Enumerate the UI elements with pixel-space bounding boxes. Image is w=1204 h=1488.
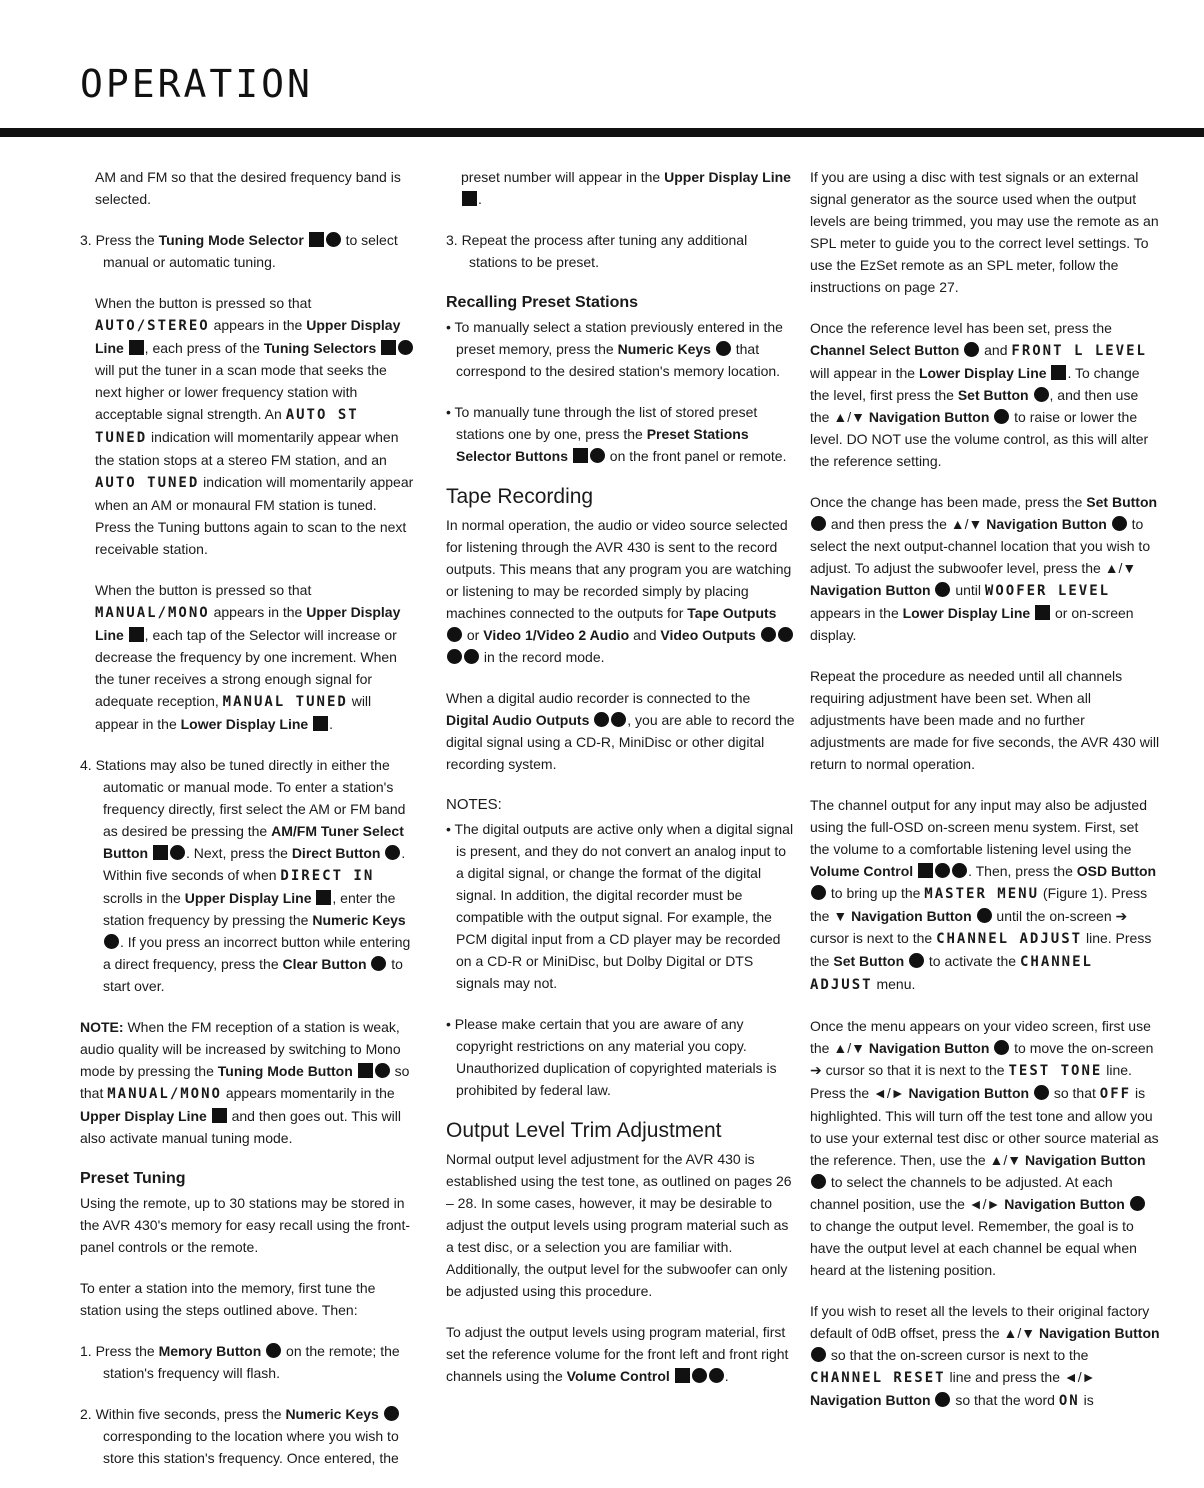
callout-circle-icon bbox=[447, 627, 462, 642]
step-3: 3. Repeat the process after tuning any additional stations to be preset. bbox=[446, 232, 748, 270]
callout-circle-icon bbox=[266, 1343, 281, 1358]
callout-circle-icon bbox=[811, 516, 826, 531]
note: NOTE: When the FM reception of a station is weak, audio quality will be increased by switching to Mono mode by pressing the Tuning Mode Button so that MANUAL/MONO appears momentarily in the Upper Display Line and then goes out. This will also activate manual tuning mode. bbox=[80, 1019, 410, 1146]
paragraph: AM and FM so that the desired frequency band is selected. bbox=[95, 169, 401, 207]
callout-square-icon bbox=[462, 191, 477, 206]
callout-circle-icon bbox=[811, 1174, 826, 1189]
callout-circle-icon bbox=[994, 409, 1009, 424]
page-title: OPERATION bbox=[80, 62, 313, 106]
callout-square-icon bbox=[381, 340, 396, 355]
callout-square-icon bbox=[573, 448, 588, 463]
callout-circle-icon bbox=[385, 845, 400, 860]
callout-square-icon bbox=[1051, 365, 1066, 380]
column-3 bbox=[810, 166, 1160, 1431]
callout-circle-icon bbox=[384, 1406, 399, 1421]
column-1 bbox=[80, 166, 415, 1488]
paragraph: preset number will appear in the Upper Display Line . bbox=[461, 169, 791, 207]
paragraph: In normal operation, the audio or video source selected for listening through the AVR 430 is sent to the record outputs. This means that any program you are watching or listening to may be recorded simply by placing machines connected to the outputs for Tape Outputs or Video 1/Video 2 Audio and Video Outputs in the record mode. bbox=[446, 517, 792, 665]
section-heading: Tape Recording bbox=[446, 485, 594, 508]
paragraph: The channel output for any input may also be adjusted using the full-OSD on-screen menu system. First, set the volume to a comfortable listening level using the Volume Control . Then, press the OSD Button to bring up the MASTER MENU (Figure 1). Press the ▼ Navigation Button until the on-screen ➔ cursor is next to the CHANNEL ADJUST line. Press the Set Button to activate the CHANNEL ADJUST menu. bbox=[810, 797, 1157, 993]
callout-square-icon bbox=[358, 1063, 373, 1078]
callout-circle-icon bbox=[994, 1040, 1009, 1055]
callout-circle-icon bbox=[692, 1368, 707, 1383]
section-heading: Output Level Trim Adjustment bbox=[446, 1119, 722, 1142]
step-1: 1. Press the Memory Button on the remote; the station's frequency will flash. bbox=[80, 1343, 400, 1381]
notes-label: NOTES: bbox=[446, 796, 502, 813]
callout-circle-icon bbox=[104, 934, 119, 949]
callout-square-icon bbox=[129, 340, 144, 355]
callout-circle-icon bbox=[935, 863, 950, 878]
step-4: 4. Stations may also be tuned directly in either the automatic or manual mode. To enter a station's frequency directly, first select the AM or FM band as desired be pressing the AM/FM Tuner Select Button . Next, press the Direct Button . Within five seconds of when DIRECT IN scrolls in the Upper Display Line , enter the station frequency by pressing the Numeric Keys . If you press an incorrect button while entering a direct frequency, press the Clear Button to start over. bbox=[80, 757, 411, 994]
bullet: • To manually tune through the list of stored preset stations one by one, press the Preset Stations Selector Buttons on the front panel or remote. bbox=[446, 404, 787, 464]
callout-circle-icon bbox=[811, 1347, 826, 1362]
section-heading: Recalling Preset Stations bbox=[446, 294, 639, 311]
callout-circle-icon bbox=[447, 649, 462, 664]
paragraph: To enter a station into the memory, first tune the station using the steps outlined above. Then: bbox=[80, 1280, 376, 1318]
callout-circle-icon bbox=[1130, 1196, 1145, 1211]
callout-square-icon bbox=[675, 1368, 690, 1383]
callout-circle-icon bbox=[611, 712, 626, 727]
column-2 bbox=[446, 166, 796, 1406]
callout-circle-icon bbox=[716, 341, 731, 356]
callout-circle-icon bbox=[326, 232, 341, 247]
paragraph: When a digital audio recorder is connected to the Digital Audio Outputs , you are able to record the digital signal using a CD-R, MiniDisc or other digital recording system. bbox=[446, 690, 795, 772]
callout-square-icon bbox=[129, 627, 144, 642]
callout-circle-icon bbox=[464, 649, 479, 664]
paragraph: Normal output level adjustment for the AVR 430 is established using the test tone, as outlined on pages 26 – 28. In some cases, however, it may be desirable to adjust the output levels using program material such as a test disc, or a selection you are familiar with. Additionally, the output level for the subwoofer can only be adjusted using this procedure. bbox=[446, 1151, 792, 1299]
callout-circle-icon bbox=[709, 1368, 724, 1383]
step-2: 2. Within five seconds, press the Numeric Keys corresponding to the location where you wish to store this station's frequency. Once entered, the bbox=[80, 1406, 399, 1466]
callout-circle-icon bbox=[170, 845, 185, 860]
callout-square-icon bbox=[153, 845, 168, 860]
paragraph: If you are using a disc with test signals or an external signal generator as the source used when the output levels are being trimmed, you may use the remote as an SPL meter to guide you to the correct level settings. To use the EzSet remote as an SPL meter, follow the instructions on page 27. bbox=[810, 169, 1159, 295]
callout-square-icon bbox=[313, 716, 328, 731]
callout-circle-icon bbox=[778, 627, 793, 642]
callout-square-icon bbox=[309, 232, 324, 247]
callout-circle-icon bbox=[952, 863, 967, 878]
callout-square-icon bbox=[918, 863, 933, 878]
callout-circle-icon bbox=[909, 953, 924, 968]
callout-circle-icon bbox=[371, 956, 386, 971]
callout-circle-icon bbox=[1112, 516, 1127, 531]
section-heading: Preset Tuning bbox=[80, 1170, 186, 1187]
callout-square-icon bbox=[316, 890, 331, 905]
paragraph: Using the remote, up to 30 stations may be stored in the AVR 430's memory for easy recall using the front-panel controls or the remote. bbox=[80, 1195, 411, 1255]
paragraph: Once the menu appears on your video screen, first use the ▲/▼ Navigation Button to move the on-screen ➔ cursor so that it is next to the TEST TONE line. Press the ◄/► Navigation Button so that OFF is highlighted. This will turn off the test tone and allow you to use your external test disc or other source material as the reference. Then, use the ▲/▼ Navigation Button to select the channels to be adjusted. At each channel position, use the ◄/► Navigation Button to change the output level. Remember, the goal is to have the output level at each channel be equal when heard at the listening position. bbox=[810, 1018, 1159, 1278]
bullet: • Please make certain that you are aware of any copyright restrictions on any material you copy. Unauthorized duplication of copyrighted materials is prohibited by federal law. bbox=[446, 1016, 777, 1098]
callout-square-icon bbox=[1035, 605, 1050, 620]
step-3: 3. Press the Tuning Mode Selector to select manual or automatic tuning. bbox=[80, 232, 398, 270]
paragraph: To adjust the output levels using program material, first set the reference volume for the front left and front right channels using the Volume Control . bbox=[446, 1324, 789, 1384]
paragraph: If you wish to reset all the levels to their original factory default of 0dB offset, press the ▲/▼ Navigation Button so that the on-screen cursor is next to the CHANNEL RESET line and press the ◄/► Navigation Button so that the word ON is bbox=[810, 1303, 1160, 1409]
paragraph: When the button is pressed so that AUTO/STEREO appears in the Upper Display Line , each press of the Tuning Selectors will put the tuner in a scan mode that seeks the next higher or lower frequency station with acceptable signal strength. An AUTO ST TUNED indication will momentarily appear when the station stops at a stereo FM station, and an AUTO TUNED indication will momentarily appear when an AM or monaural FM station is tuned. Press the Tuning buttons again to scan to the next receivable station. bbox=[95, 295, 414, 557]
paragraph: Repeat the procedure as needed until all channels requiring adjustment have been set. When all adjustments have been made and no further adjustments are made for five seconds, the AVR 430 will return to normal operation. bbox=[810, 668, 1160, 772]
bullet: • The digital outputs are active only when a digital signal is present, and they do not convert an analog input to a digital signal, or change the format of the digital signal. In addition, the digital recorder must be compatible with the output signal. For example, the PCM digital input from a CD player may be recorded on a CD-R or MiniDisc, but Dolby Digital or DTS signals may not. bbox=[446, 821, 794, 991]
callout-circle-icon bbox=[1034, 1085, 1049, 1100]
callout-circle-icon bbox=[977, 908, 992, 923]
paragraph: When the button is pressed so that MANUAL/MONO appears in the Upper Display Line , each tap of the Selector will increase or decrease the frequency by one increment. When the tuner receives a strong enough signal for adequate reception, MANUAL TUNED will appear in the Lower Display Line . bbox=[95, 582, 401, 732]
bullet: • To manually select a station previously entered in the preset memory, press the Numeric Keys that correspond to the desired station's memory location. bbox=[446, 319, 783, 379]
callout-circle-icon bbox=[935, 1392, 950, 1407]
callout-circle-icon bbox=[375, 1063, 390, 1078]
callout-circle-icon bbox=[811, 885, 826, 900]
header-rule bbox=[0, 128, 1204, 137]
paragraph: Once the change has been made, press the Set Button and then press the ▲/▼ Navigation Button to select the next output-channel location that you wish to adjust. To adjust the subwoofer level, press the ▲/▼ Navigation Button until WOOFER LEVEL appears in the Lower Display Line or on-screen display. bbox=[810, 494, 1158, 643]
callout-circle-icon bbox=[964, 342, 979, 357]
callout-circle-icon bbox=[590, 448, 605, 463]
callout-circle-icon bbox=[1034, 387, 1049, 402]
callout-square-icon bbox=[212, 1108, 227, 1123]
paragraph: Once the reference level has been set, press the Channel Select Button and FRONT L LEVEL will appear in the Lower Display Line . To change the level, first press the Set Button , and then use the ▲/▼ Navigation Button to raise or lower the level. DO NOT use the volume control, as this will alter the reference setting. bbox=[810, 320, 1149, 469]
callout-circle-icon bbox=[935, 582, 950, 597]
callout-circle-icon bbox=[594, 712, 609, 727]
callout-circle-icon bbox=[398, 340, 413, 355]
callout-circle-icon bbox=[761, 627, 776, 642]
